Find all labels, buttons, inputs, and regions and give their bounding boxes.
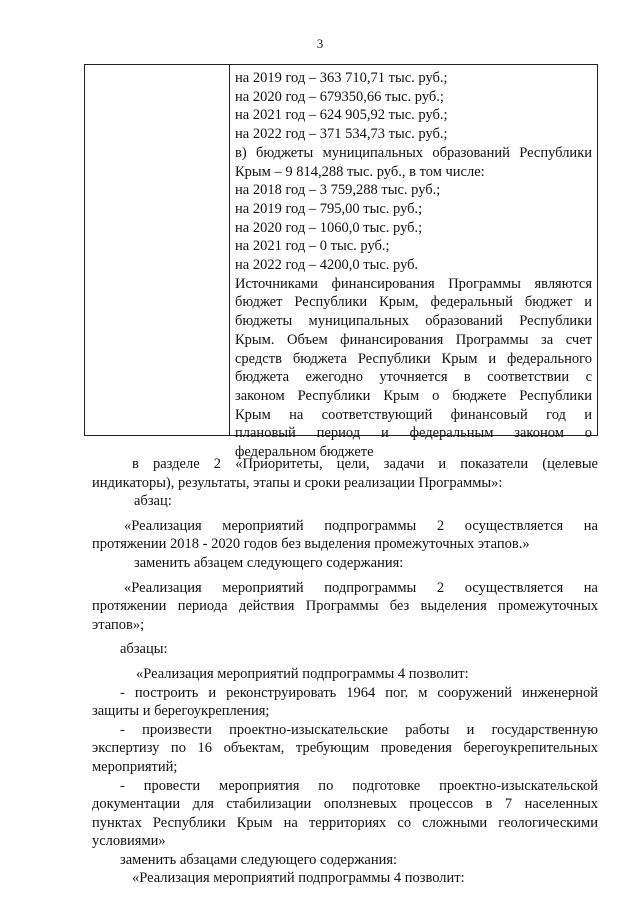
table-line: законом Республики Крым о бюджете Республики [235, 387, 592, 404]
table-line: Источниками финансирования Программы являются [235, 275, 592, 292]
table-line: на 2020 год – 1060,0 тыс. руб.; [235, 219, 423, 236]
paragraph-line: заменить абзацем следующего содержания: [134, 554, 404, 571]
table-line: Крым – 9 814,288 тыс. руб., в том числе: [235, 163, 485, 180]
quote-line: «Реализация мероприятий подпрограммы 4 позволит: [136, 665, 469, 682]
table-line: Крым. Объем финансирования Программы за счет [235, 331, 592, 348]
list-item-line: условиями» [92, 833, 166, 850]
list-item-line: - произвести проектно-изыскательские работы и государственную [120, 721, 598, 738]
list-item-line: - провести мероприятия по подготовке проектно-изыскательской [120, 777, 598, 794]
table-line: на 2020 год – 679350,66 тыс. руб.; [235, 88, 444, 105]
list-item-line: - построить и реконструировать 1964 пог. м сооружений инженерной [120, 684, 598, 701]
paragraph-line: абзац: [134, 493, 172, 510]
list-item-line: документации для стабилизации оползневых процессов в 7 населенных [92, 796, 598, 813]
list-item-line: экспертизу по 16 объектам, требующим проведения берегоукрепительных [92, 740, 598, 757]
table-line: средств бюджета Республики Крым и федерального [235, 350, 592, 367]
table-line: на 2021 год – 624 905,92 тыс. руб.; [235, 107, 448, 124]
list-item-line: мероприятий; [92, 758, 178, 775]
quote-line: протяжении 2018 - 2020 годов без выделения промежуточных этапов.» [92, 536, 530, 553]
table-line: федеральном бюджете [235, 444, 374, 461]
table-line: на 2022 год – 4200,0 тыс. руб. [235, 257, 419, 274]
document-body [92, 455, 598, 888]
table-line: в) бюджеты муниципальных образований Республики [235, 144, 592, 161]
table-line: на 2019 год – 795,00 тыс. руб.; [235, 200, 423, 217]
page-number: 3 [316, 36, 324, 51]
financing-table [84, 64, 598, 461]
quote-line: «Реализация мероприятий подпрограммы 4 позволит: [132, 870, 465, 887]
table-line: бюджеты муниципальных образований Республики [235, 313, 592, 330]
paragraph-line: заменить абзацами следующего содержания: [120, 851, 398, 868]
table-line: Крым на соответствующий финансовый год и [235, 406, 592, 423]
paragraph-line: в разделе 2 «Приоритеты, цели, задачи и показатели (целевые [132, 456, 598, 472]
paragraph-line: индикаторы), результаты, этапы и сроки реализации Программы»: [92, 474, 503, 491]
table-line: на 2022 год – 371 534,73 тыс. руб.; [235, 126, 448, 143]
table-column-divider [229, 65, 230, 435]
quote-line: этапов»; [92, 616, 145, 633]
table-line: на 2019 год – 363 710,71 тыс. руб.; [235, 70, 448, 86]
table-line: плановый период и федеральным законом о [235, 425, 592, 442]
table-line: на 2021 год – 0 тыс. руб.; [235, 238, 390, 255]
table-line: на 2018 год – 3 759,288 тыс. руб.; [235, 182, 441, 199]
paragraph-line: абзацы: [120, 641, 168, 658]
table-cell-financing [235, 69, 592, 462]
quote-line: протяжении периода действия Программы без выделения промежуточных [92, 598, 598, 615]
quote-line: «Реализация мероприятий подпрограммы 2 осуществляется на [124, 517, 598, 534]
list-item-line: защиты и берегоукрепления; [92, 703, 270, 720]
quote-line: «Реализация мероприятий подпрограммы 2 осуществляется на [124, 579, 598, 596]
list-item-line: пунктах Республики Крым на территориях со сложными геологическими [92, 814, 598, 831]
table-line: бюджет Республики Крым, федеральный бюджет и [235, 294, 592, 311]
table-line: бюджета ежегодно уточняется в соответствии с [235, 369, 592, 386]
